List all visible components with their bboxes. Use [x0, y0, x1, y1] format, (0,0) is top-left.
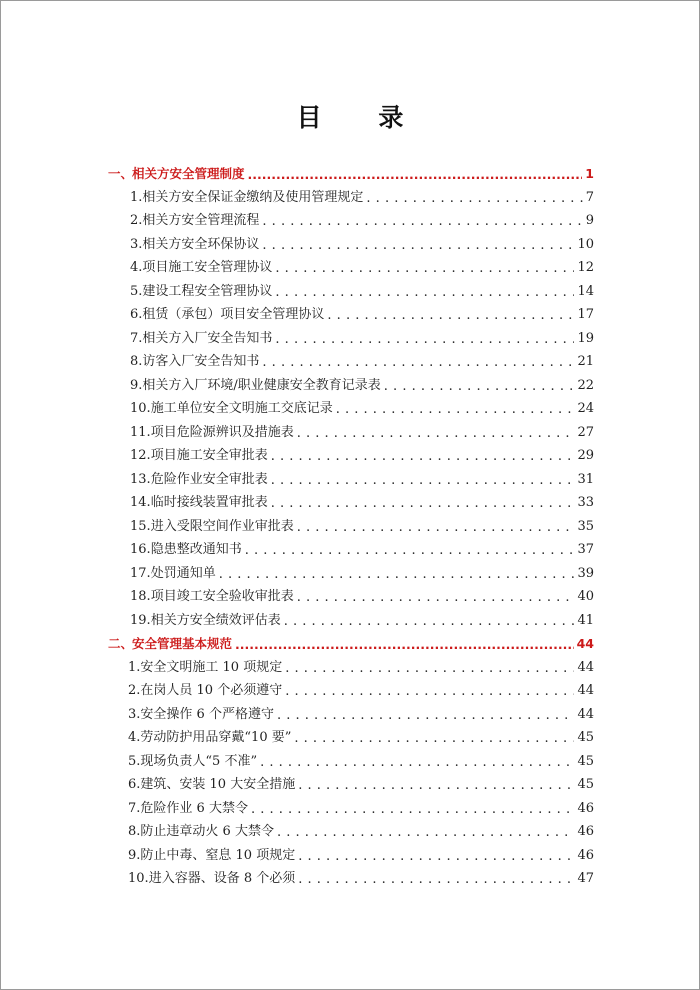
- toc-title: 目 录: [296, 103, 428, 132]
- toc-entry[interactable]: [108, 656, 594, 680]
- entry-label: 安全文明施工 10 项规定: [140, 659, 283, 675]
- entry-number: 13.: [130, 471, 151, 487]
- dot-leader: [298, 779, 574, 792]
- entry-label: 处罚通知单: [150, 565, 216, 581]
- table-of-contents: [108, 162, 594, 891]
- toc-entry[interactable]: [108, 327, 594, 351]
- entry-number: 4.: [130, 260, 143, 275]
- entry-number: 5.: [128, 753, 141, 769]
- dot-leader: [366, 192, 582, 205]
- entry-page: 45: [577, 753, 594, 769]
- entry-number: 3.: [130, 236, 143, 252]
- toc-entry[interactable]: [108, 797, 594, 821]
- entry-label: 建设工程安全管理协议: [142, 283, 273, 299]
- dot-leader: [277, 709, 575, 722]
- toc-entry[interactable]: [108, 444, 594, 468]
- entry-page: 7: [585, 189, 594, 205]
- entry-number: 9.: [128, 847, 141, 863]
- entry-page: 31: [577, 471, 594, 487]
- entry-label: 相关方安全管理流程: [142, 213, 260, 228]
- entry-label: 劳动防护用品穿戴“10 要”: [140, 730, 292, 745]
- entry-number: 7.: [128, 800, 141, 816]
- dot-leader: [262, 356, 574, 369]
- entry-page: 45: [577, 730, 594, 745]
- section-page: 1: [585, 166, 594, 181]
- section-index: 二、: [108, 636, 134, 651]
- entry-page: 10: [577, 236, 594, 252]
- dot-leader: [275, 286, 574, 299]
- entry-label: 相关方入厂安全告知书: [142, 330, 273, 346]
- entry-label: 建筑、安装 10 大安全措施: [140, 777, 296, 792]
- entry-label: 相关方入厂环境/职业健康安全教育记录表: [142, 377, 381, 393]
- entry-page: 46: [577, 847, 594, 863]
- toc-entry[interactable]: [108, 844, 594, 868]
- toc-entry[interactable]: [108, 726, 594, 750]
- toc-entry[interactable]: [108, 491, 594, 515]
- entry-number: 16.: [130, 542, 151, 557]
- dot-leader: [271, 450, 575, 463]
- toc-entry[interactable]: [108, 609, 594, 633]
- dot-leader: [327, 309, 574, 322]
- toc-entry[interactable]: [108, 867, 594, 891]
- entry-label: 租赁（承包）项目安全管理协议: [142, 307, 325, 322]
- entry-number: 7.: [130, 330, 143, 346]
- entry-label: 现场负责人“5 不准”: [140, 753, 258, 769]
- toc-entry[interactable]: [108, 820, 594, 844]
- entry-label: 防止中毒、窒息 10 项规定: [140, 847, 296, 863]
- dot-leader: [245, 544, 575, 557]
- dot-leader: [260, 756, 574, 769]
- entry-label: 危险作业安全审批表: [150, 471, 268, 487]
- entry-label: 隐患整改通知书: [150, 542, 242, 557]
- entry-page: 46: [577, 824, 594, 839]
- dot-leader: [297, 521, 575, 534]
- entry-number: 4.: [128, 730, 141, 745]
- dot-leader: [384, 380, 575, 393]
- toc-entry[interactable]: [108, 679, 594, 703]
- entry-number: 10.: [128, 871, 149, 886]
- entry-number: 6.: [130, 307, 143, 322]
- dot-leader: [298, 873, 574, 886]
- entry-page: 14: [577, 283, 594, 299]
- entry-page: 44: [577, 706, 594, 722]
- entry-label: 施工单位安全文明施工交底记录: [150, 401, 333, 416]
- entry-page: 33: [577, 495, 594, 510]
- entry-label: 项目竣工安全验收审批表: [150, 589, 294, 604]
- dot-leader: [262, 239, 574, 252]
- entry-page: 24: [577, 401, 594, 416]
- dot-leader: [294, 732, 574, 745]
- entry-label: 在岗人员 10 个必须遵守: [140, 683, 283, 698]
- entry-page: 21: [577, 354, 594, 369]
- entry-page: 27: [577, 424, 594, 440]
- toc-section-1[interactable]: [108, 162, 594, 186]
- toc-entry[interactable]: [108, 186, 594, 210]
- entry-page: 22: [577, 377, 594, 393]
- entry-number: 17.: [130, 565, 151, 581]
- toc-entry[interactable]: [108, 468, 594, 492]
- entry-number: 8.: [130, 354, 143, 369]
- entry-label: 防止违章动火 6 大禁令: [140, 824, 274, 839]
- entry-label: 临时接线装置审批表: [150, 495, 268, 510]
- dot-leader: [248, 169, 583, 182]
- dot-leader: [285, 685, 574, 698]
- toc-entry[interactable]: [108, 233, 594, 257]
- toc-entry[interactable]: [108, 421, 594, 445]
- entry-number: 11.: [130, 424, 151, 440]
- toc-entry[interactable]: [108, 209, 594, 233]
- section-label: 相关方安全管理制度: [132, 166, 245, 181]
- entry-page: 17: [577, 307, 594, 322]
- entry-label: 访客入厂安全告知书: [142, 354, 260, 369]
- entry-number: 15.: [130, 518, 151, 534]
- toc-entry[interactable]: [108, 256, 594, 280]
- entry-page: 40: [577, 589, 594, 604]
- entry-page: 39: [577, 565, 594, 581]
- entry-number: 1.: [130, 189, 143, 205]
- entry-page: 44: [577, 683, 594, 698]
- dot-leader: [298, 850, 574, 863]
- entry-page: 9: [585, 213, 594, 228]
- toc-entry[interactable]: [108, 585, 594, 609]
- entry-number: 6.: [128, 777, 141, 792]
- dot-leader: [275, 333, 574, 346]
- toc-section-2[interactable]: [108, 632, 594, 656]
- entry-page: 19: [577, 330, 594, 346]
- entry-page: 45: [577, 777, 594, 792]
- entry-label: 相关方安全环保协议: [142, 236, 260, 252]
- dot-leader: [219, 568, 575, 581]
- dot-leader: [297, 427, 575, 440]
- entry-number: 12.: [130, 448, 151, 463]
- toc-entry[interactable]: [108, 397, 594, 421]
- toc-entry[interactable]: [108, 773, 594, 797]
- entry-label: 项目危险源辨识及措施表: [150, 424, 294, 440]
- dot-leader: [262, 215, 582, 228]
- entry-page: 44: [577, 659, 594, 675]
- entry-label: 安全操作 6 个严格遵守: [140, 706, 274, 722]
- toc-entry[interactable]: [108, 303, 594, 327]
- entry-page: 47: [577, 871, 594, 886]
- entry-label: 进入受限空间作业审批表: [150, 518, 294, 534]
- entry-page: 41: [577, 612, 594, 628]
- toc-entry[interactable]: [108, 280, 594, 304]
- toc-entry[interactable]: [108, 515, 594, 539]
- entry-number: 2.: [128, 683, 141, 698]
- entry-number: 3.: [128, 706, 141, 722]
- entry-number: 8.: [128, 824, 141, 839]
- entry-number: 5.: [130, 283, 143, 299]
- entry-number: 14.: [130, 495, 151, 510]
- entry-number: 18.: [130, 589, 151, 604]
- entry-number: 19.: [130, 612, 151, 628]
- entry-label: 相关方安全保证金缴纳及使用管理规定: [142, 189, 364, 205]
- dot-leader: [285, 662, 574, 675]
- toc-entry[interactable]: [108, 350, 594, 374]
- section-label: 安全管理基本规范: [132, 636, 233, 651]
- section-index: 一、: [108, 166, 134, 181]
- entry-label: 相关方安全绩效评估表: [150, 612, 281, 628]
- entry-label: 进入容器、设备 8 个必须: [148, 871, 296, 886]
- entry-label: 项目施工安全审批表: [150, 448, 268, 463]
- toc-entry[interactable]: [108, 374, 594, 398]
- entry-page: 12: [577, 260, 594, 275]
- dot-leader: [275, 262, 574, 275]
- entry-number: 9.: [130, 377, 143, 393]
- dot-leader: [336, 403, 575, 416]
- entry-number: 2.: [130, 213, 143, 228]
- dot-leader: [235, 639, 574, 652]
- dot-leader: [251, 803, 575, 816]
- entry-label: 项目施工安全管理协议: [142, 260, 273, 275]
- toc-entry[interactable]: [108, 703, 594, 727]
- entry-page: 37: [577, 542, 594, 557]
- entry-number: 1.: [128, 659, 141, 675]
- dot-leader: [271, 497, 575, 510]
- entry-page: 46: [577, 800, 594, 816]
- dot-leader: [297, 591, 575, 604]
- entry-page: 29: [577, 448, 594, 463]
- dot-leader: [284, 615, 575, 628]
- section-page: 44: [576, 636, 594, 651]
- toc-entry[interactable]: [108, 538, 594, 562]
- entry-number: 10.: [130, 401, 151, 416]
- entry-label: 危险作业 6 大禁令: [140, 800, 248, 816]
- dot-leader: [271, 474, 575, 487]
- toc-entry[interactable]: [108, 562, 594, 586]
- toc-entry[interactable]: [108, 750, 594, 774]
- entry-page: 35: [577, 518, 594, 534]
- dot-leader: [277, 826, 575, 839]
